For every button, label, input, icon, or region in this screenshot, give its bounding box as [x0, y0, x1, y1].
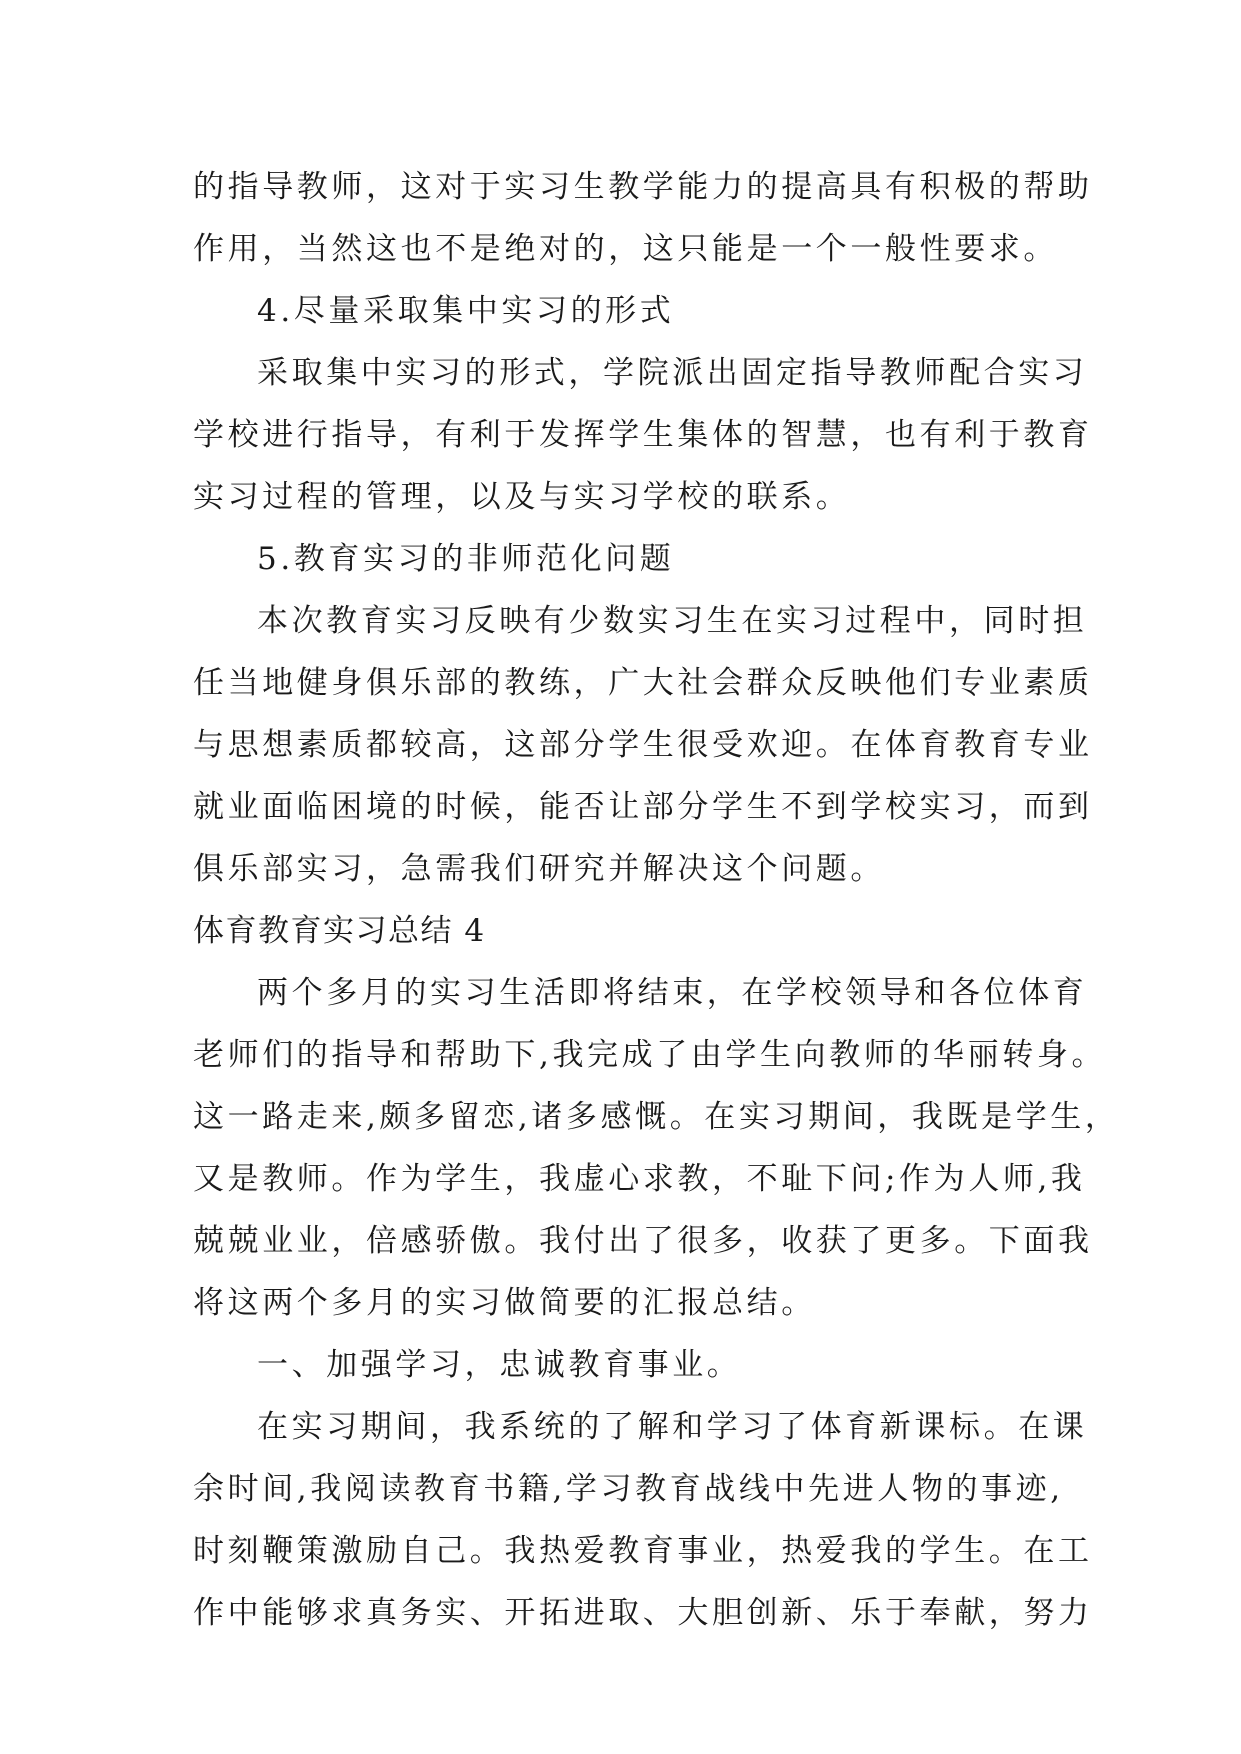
text-line: 时刻鞭策激励自己。我热爱教育事业，热爱我的学生。在工 [193, 1533, 1093, 1569]
text-line: 实习过程的管理，以及与实习学校的联系。 [193, 479, 851, 515]
text-line: 任当地健身俱乐部的教练，广大社会群众反映他们专业素质 [193, 665, 1093, 701]
text-line: 两个多月的实习生活即将结束，在学校领导和各位体育 [257, 975, 1088, 1011]
text-line: 余时间,我阅读教育书籍,学习教育战线中先进人物的事迹, [193, 1471, 1064, 1507]
body-text [193, 156, 1120, 1644]
text-line: 又是教师。作为学生，我虚心求教，不耻下问;作为人师,我 [193, 1161, 1086, 1197]
text-line: 作用，当然这也不是绝对的，这只能是一个一般性要求。 [193, 231, 1058, 267]
text-line: 兢兢业业，倍感骄傲。我付出了很多，收获了更多。下面我 [193, 1223, 1093, 1259]
text-line: 采取集中实习的形式，学院派出固定指导教师配合实习 [257, 355, 1088, 391]
text-line: 学校进行指导，有利于发挥学生集体的智慧，也有利于教育 [193, 417, 1093, 453]
section-title: 体育教育实习总结 4 [193, 913, 486, 949]
text-line: 就业面临困境的时候，能否让部分学生不到学校实习，而到 [193, 789, 1093, 825]
text-line: 在实习期间，我系统的了解和学习了体育新课标。在课 [257, 1409, 1088, 1445]
text-line: 将这两个多月的实习做简要的汇报总结。 [193, 1285, 816, 1321]
text-line: 作中能够求真务实、开拓进取、大胆创新、乐于奉献，努力 [193, 1595, 1093, 1631]
text-line: 与思想素质都较高，这部分学生很受欢迎。在体育教育专业 [193, 727, 1093, 763]
text-line: 的指导教师，这对于实习生教学能力的提高具有积极的帮助 [193, 169, 1093, 205]
numbered-heading: 4.尽量采取集中实习的形式 [257, 293, 675, 329]
text-line: 本次教育实习反映有少数实习生在实习过程中，同时担 [257, 603, 1088, 639]
subsection-heading: 一、加强学习，忠诚教育事业。 [257, 1347, 742, 1383]
numbered-heading: 5.教育实习的非师范化问题 [257, 541, 675, 577]
text-line: 俱乐部实习，急需我们研究并解决这个问题。 [193, 851, 885, 887]
text-line: 老师们的指导和帮助下,我完成了由学生向教师的华丽转身。 [193, 1037, 1107, 1073]
text-line: 这一路走来,颇多留恋,诸多感慨。在实习期间，我既是学生， [193, 1099, 1120, 1135]
